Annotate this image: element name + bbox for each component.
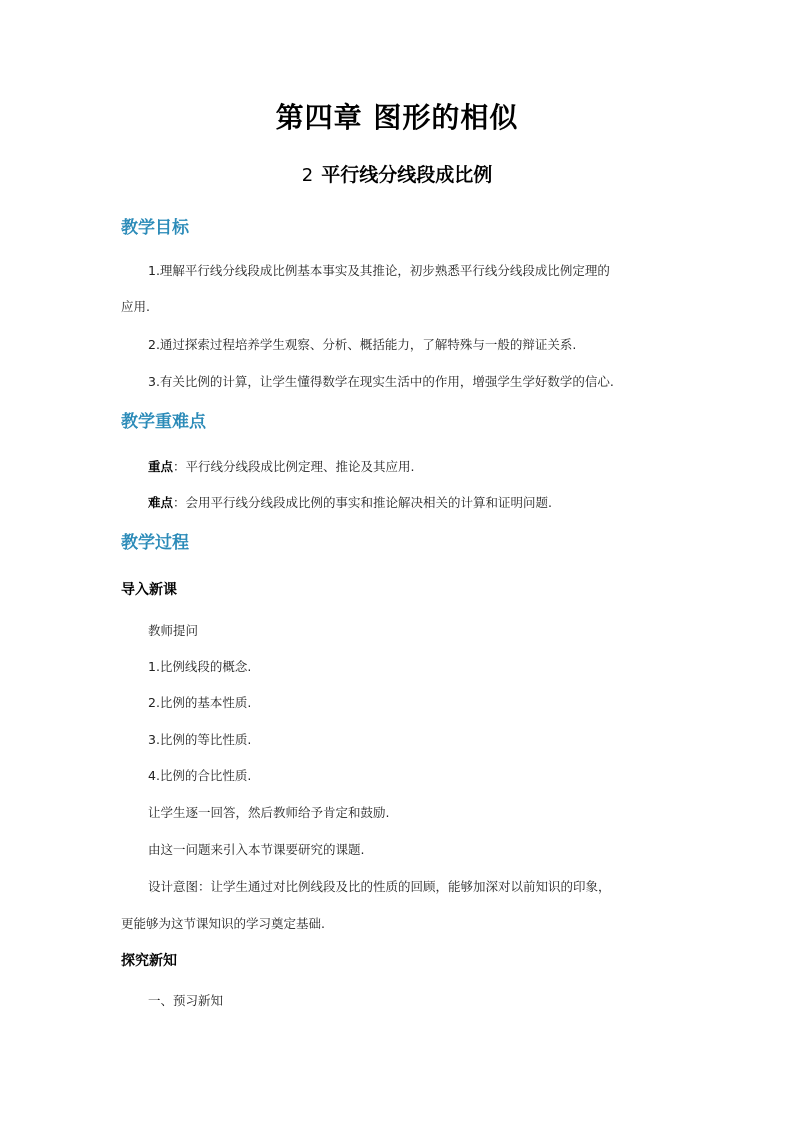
intro-heading: 导入新课	[121, 582, 177, 598]
question-2: 2.比例的基本性质.	[148, 695, 252, 710]
objective-3: 3.有关比例的计算，让学生懂得数学在现实生活中的作用，增强学生学好数学的信心.	[148, 374, 614, 389]
intro-line-5: 让学生逐一回答，然后教师给予肯定和鼓励.	[148, 805, 390, 820]
process-heading: 教学过程	[121, 533, 189, 553]
difficult-point-text: ：会用平行线分线段成比例的事实和推论解决相关的计算和证明问题.	[173, 495, 552, 510]
question-4: 4.比例的合比性质.	[148, 768, 252, 783]
objectives-heading: 教学目标	[121, 218, 189, 238]
explore-item-1: 一、预习新知	[148, 993, 224, 1008]
key-point-text: ：平行线分线段成比例定理、推论及其应用.	[173, 459, 415, 474]
design-intent-line-2: 更能够为这节课知识的学习奠定基础.	[121, 916, 325, 931]
chapter-title: 第四章 图形的相似	[275, 101, 519, 134]
key-point	[148, 457, 415, 475]
difficult-point	[148, 493, 552, 511]
question-3: 3.比例的等比性质.	[148, 732, 252, 747]
intro-line-6: 由这一问题来引入本节课要研究的课题.	[148, 842, 365, 857]
design-intent-line-1: 设计意图：让学生通过对比例线段及比的性质的回顾，能够加深对以前知识的印象，	[148, 879, 611, 894]
key-point-label: 重点	[148, 459, 174, 474]
lesson-title-text: 平行线分线段成比例	[321, 164, 493, 186]
question-1: 1.比例线段的概念.	[148, 659, 252, 674]
objective-2: 2.通过探索过程培养学生观察、分析、概括能力，了解特殊与一般的辩证关系.	[148, 337, 577, 352]
objective-1-line-2: 应用.	[121, 299, 150, 314]
difficult-point-label: 难点	[148, 495, 174, 510]
key-points-heading: 教学重难点	[121, 412, 206, 432]
lesson-number: 2	[301, 165, 314, 186]
teacher-question-label: 教师提问	[148, 623, 199, 638]
explore-heading: 探究新知	[121, 953, 177, 969]
objective-1-line-1: 1.理解平行线分线段成比例基本事实及其推论，初步熟悉平行线分线段成比例定理的	[148, 263, 610, 278]
lesson-title	[0, 160, 794, 187]
